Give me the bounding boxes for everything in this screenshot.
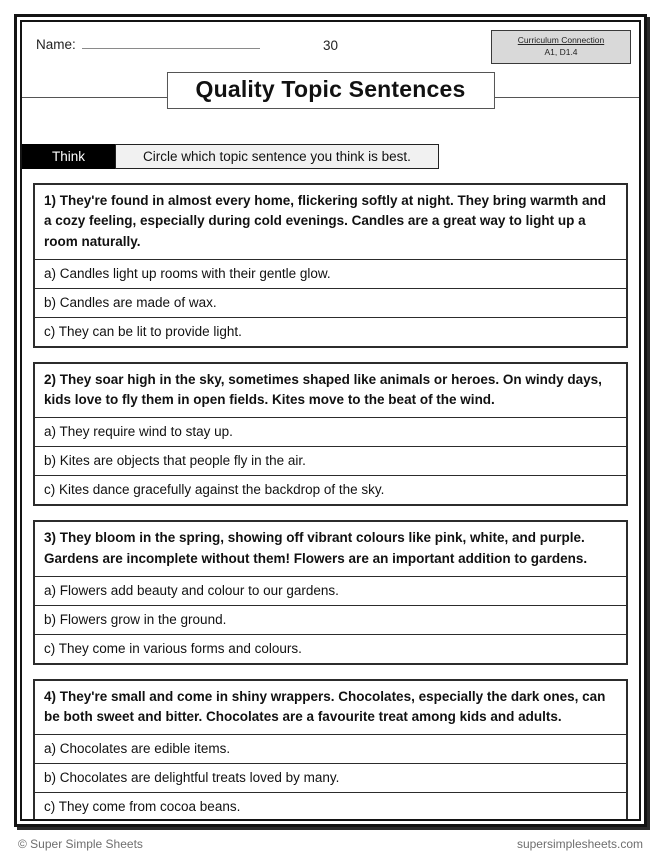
worksheet-inner-frame: [20, 20, 641, 821]
option-row[interactable]: a) Chocolates are edible items.: [35, 735, 626, 764]
question-block: [33, 679, 628, 821]
curriculum-connection-box: [491, 30, 631, 64]
option-row[interactable]: c) They come from cocoa beans.: [44, 799, 241, 815]
header: [22, 30, 639, 66]
option-row[interactable]: c) They can be lit to provide light.: [44, 323, 242, 339]
footer-copyright: © Super Simple Sheets: [18, 837, 143, 851]
page-title: Quality Topic Sentences: [166, 72, 494, 109]
question-block: [33, 362, 628, 507]
question-prompt: 1) They're found in almost every home, flickering softly at night. They bring warmth and a cozy feeling, especially during cold evenings. Candles are a great way to light up a room naturally.: [35, 185, 626, 260]
option-row[interactable]: a) Candles light up rooms with their gentle glow.: [35, 260, 626, 289]
option-row[interactable]: a) Flowers add beauty and colour to our gardens.: [35, 577, 626, 606]
question-prompt: 4) They're small and come in shiny wrappers. Chocolates, especially the dark ones, can be both sweet and bitter. Chocolates are a favourite treat among kids and adults.: [35, 681, 626, 736]
option-row[interactable]: b) Kites are objects that people fly in the air.: [35, 447, 626, 476]
option-row[interactable]: c) They come in various forms and colours.: [44, 640, 302, 656]
questions-list: [22, 183, 639, 821]
worksheet-page: [14, 14, 647, 827]
option-row[interactable]: b) Flowers grow in the ground.: [35, 606, 626, 635]
question-block: [33, 520, 628, 665]
instruction-text: Circle which topic sentence you think is best.: [115, 144, 439, 169]
curriculum-connection-codes: A1, D1.4: [544, 47, 578, 58]
curriculum-connection-title: Curriculum Connection: [517, 35, 605, 45]
question-prompt: 3) They bloom in the spring, showing off vibrant colours like pink, white, and purple. Gardens are incomplete without them! Flowers are an important addition to gardens.: [35, 522, 626, 577]
option-row[interactable]: a) They require wind to stay up.: [35, 418, 626, 447]
question-prompt: 2) They soar high in the sky, sometimes shaped like animals or heroes. On windy days, kids love to fly them in open fields. Kites move to the beat of the wind.: [35, 364, 626, 419]
question-options: [35, 418, 626, 504]
question-options: [35, 735, 626, 821]
footer: [14, 837, 647, 851]
think-tag: Think: [22, 144, 115, 169]
option-row[interactable]: c) Kites dance gracefully against the backdrop of the sky.: [44, 482, 385, 498]
instruction-row: [22, 144, 639, 169]
question-block: [33, 183, 628, 348]
title-section: [22, 72, 639, 124]
option-row[interactable]: b) Candles are made of wax.: [35, 289, 626, 318]
question-options: [35, 260, 626, 346]
option-row[interactable]: b) Chocolates are delightful treats loved by many.: [35, 764, 626, 793]
footer-website: supersimplesheets.com: [516, 837, 643, 851]
question-options: [35, 577, 626, 663]
name-label: Name:: [36, 37, 76, 52]
page-number: 30: [322, 38, 339, 53]
